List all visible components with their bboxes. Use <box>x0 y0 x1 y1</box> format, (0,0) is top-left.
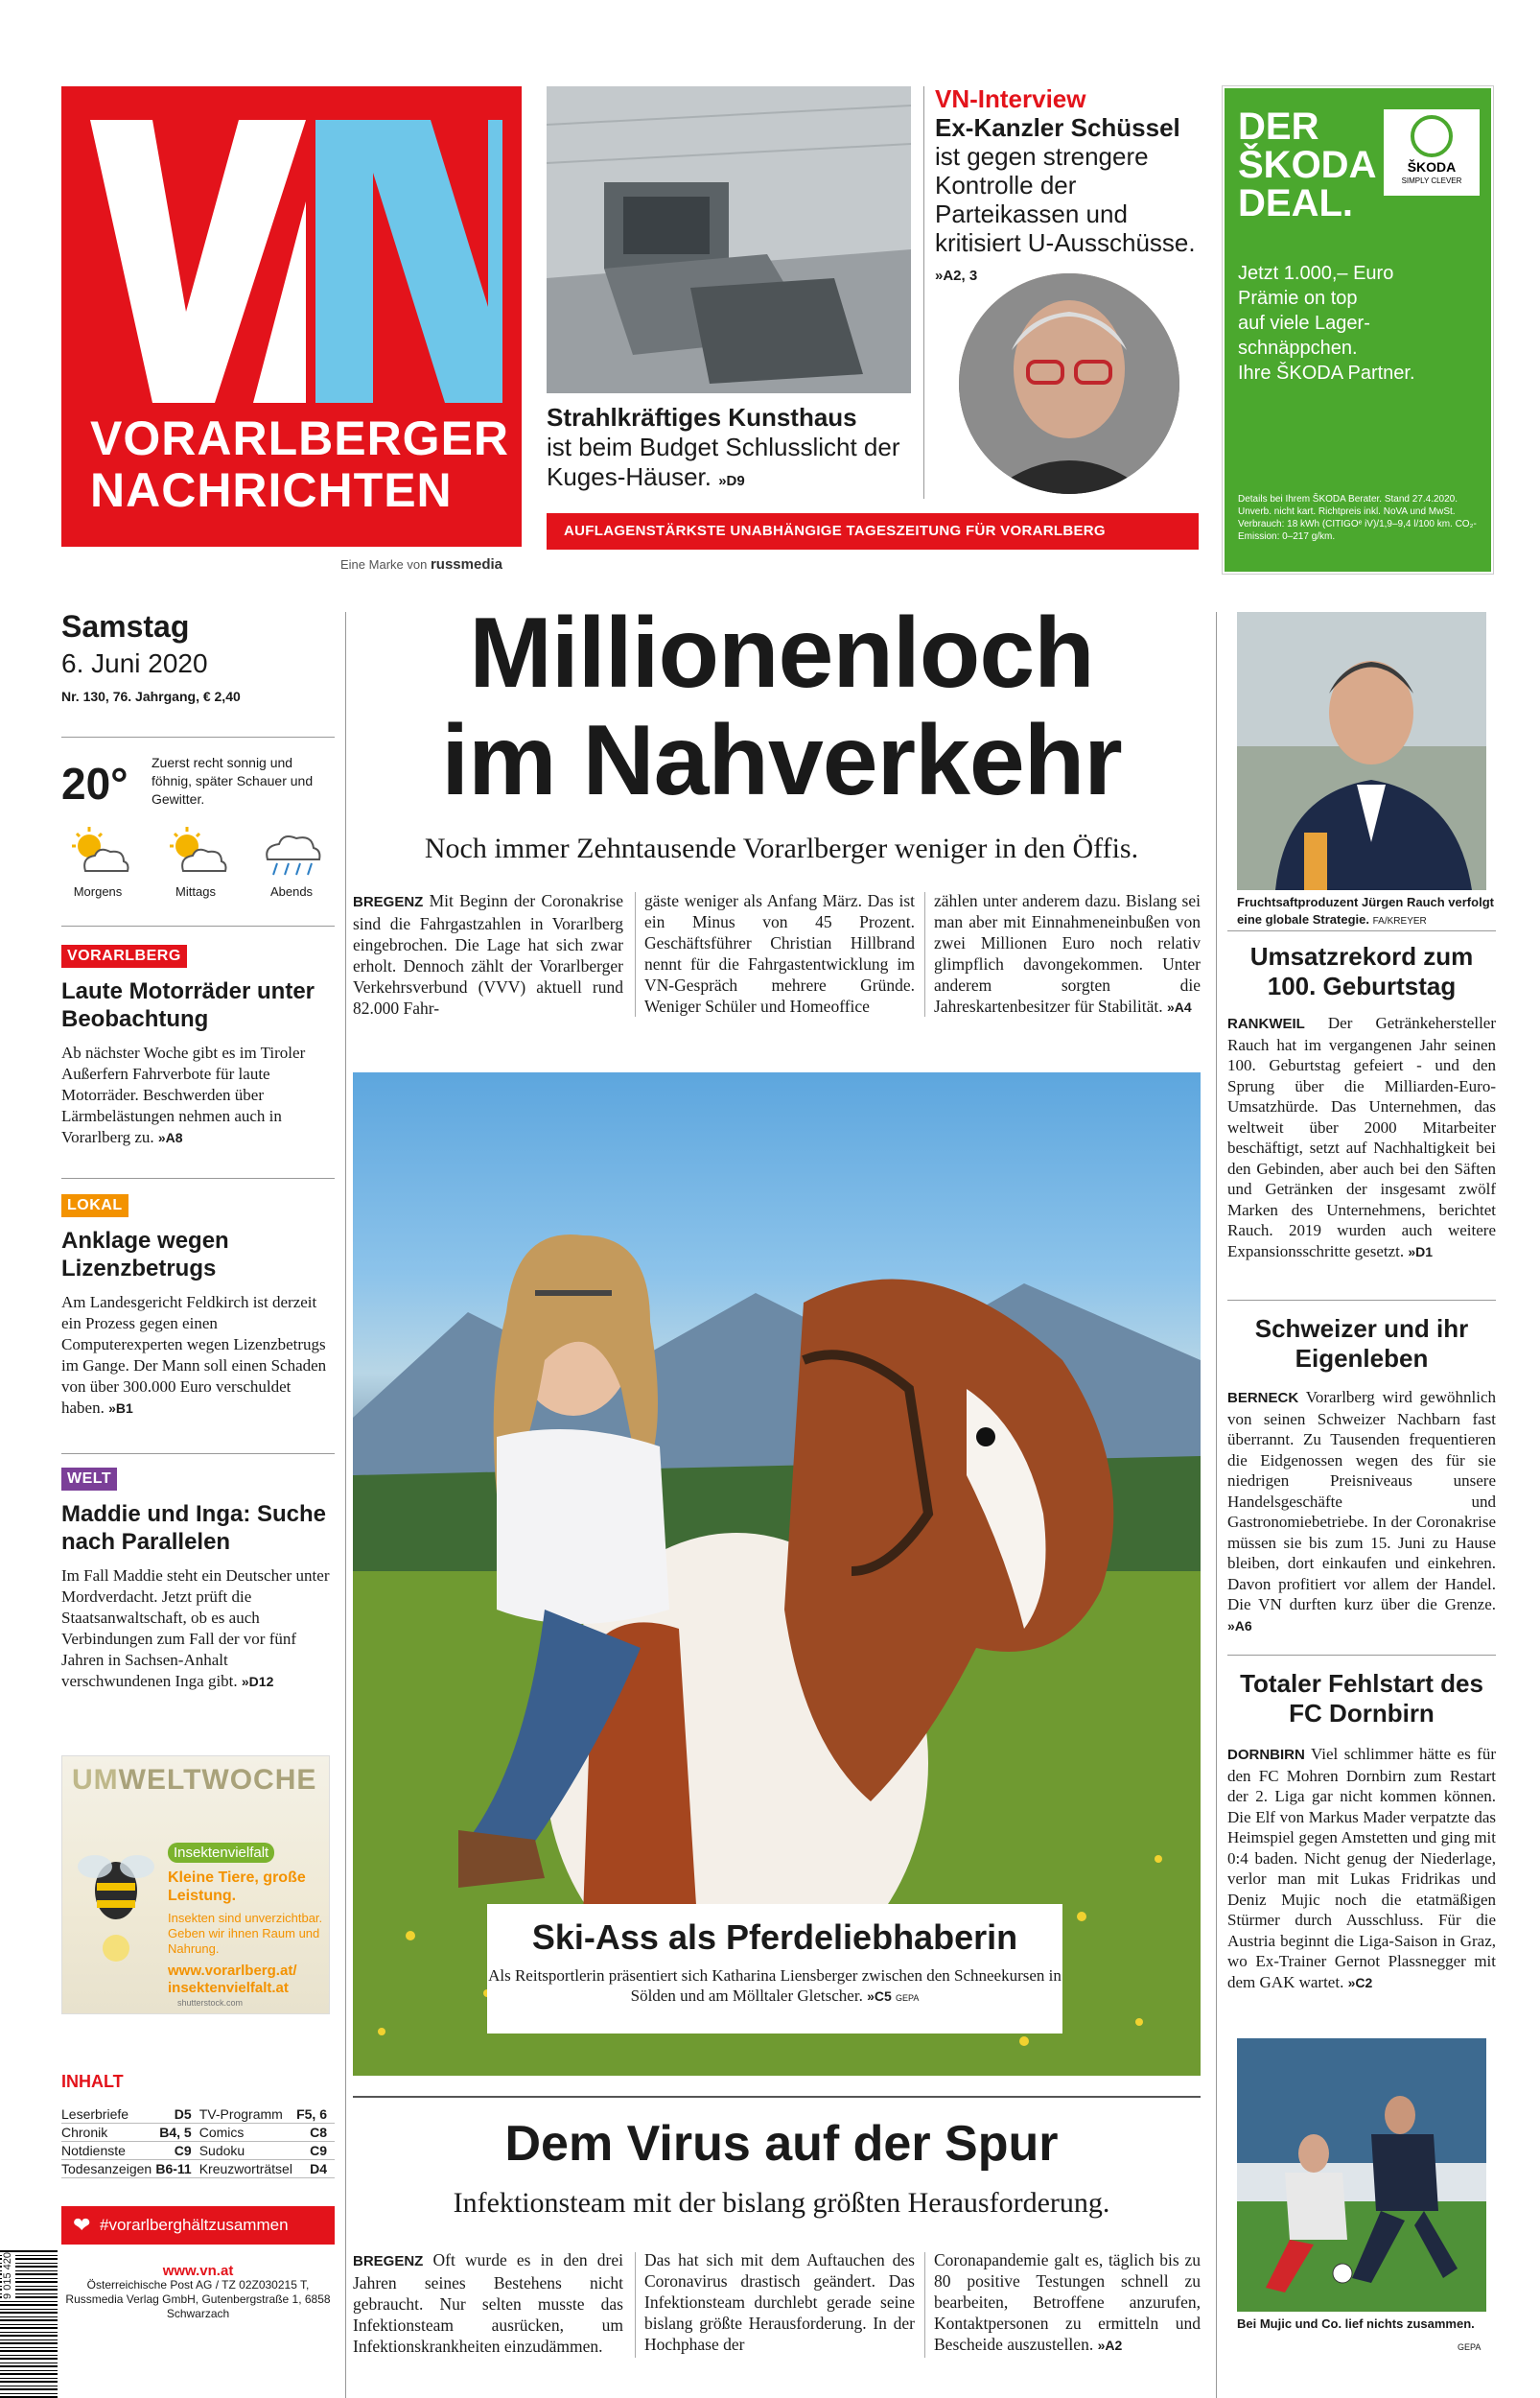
divider <box>61 926 335 927</box>
edition-date: 6. Juni 2020 <box>61 648 208 678</box>
kunsthaus-photo[interactable] <box>547 86 911 393</box>
umweltwoche-title <box>72 1764 316 1797</box>
umweltwoche-pill: Insektenvielfalt <box>168 1843 274 1863</box>
story-body-text: Im Fall Maddie steht ein Deutscher unter Mordverdacht. Jetzt prüft die Staatsanwaltschaft, ob es auch Verbindungen zum Fall der vor fünf Jahren in Sachsen-Anhalt verschwundenen Inga gibt. <box>61 1566 330 1690</box>
interview-ref: »A2, 3 <box>935 268 978 284</box>
toc-entry[interactable]: TV-Programm <box>199 2105 295 2124</box>
umweltwoche-slogan: Kleine Tiere, große Leistung. <box>168 1869 306 1904</box>
umweltwoche-title-a: UM <box>72 1764 119 1796</box>
lead-headline-line2: im Nahverkehr <box>441 705 1122 816</box>
story-body <box>61 1043 330 1148</box>
weather-noon-label: Mittags <box>175 884 216 899</box>
website-link[interactable]: www.vn.at <box>162 2263 234 2279</box>
weather-morning <box>59 825 136 899</box>
umweltwoche-link[interactable]: www.vorarlberg.at/ insektenvielfalt.at <box>168 1963 297 1996</box>
skoda-headline-3: DEAL. <box>1238 182 1353 224</box>
interview-text: ist gegen strengere Kontrolle der Parteikassen und kritisiert U-Ausschüsse. <box>935 142 1196 257</box>
table-row <box>61 2124 335 2142</box>
divider <box>1227 1655 1496 1656</box>
skoda-line: Jetzt 1.000,– Euro <box>1238 263 1394 284</box>
lead-column-2: gäste weniger als Anfang März. Das ist ein Minus von 45 Prozent. Geschäftsführer Christian Hillbrand nennt für die Fahrgastentwicklung im VN-Gespräch mehrere Gründe. Weniger Schüler und Homeoffice <box>644 891 915 1016</box>
skoda-logo-badge <box>1384 109 1480 196</box>
skoda-ad[interactable] <box>1223 86 1493 574</box>
toc-page: C9 <box>295 2142 335 2160</box>
rauch-caption <box>1237 894 1496 930</box>
virus-column-1 <box>353 2249 623 2357</box>
toc-entry[interactable]: Notdienste <box>61 2142 154 2160</box>
umweltwoche-ad[interactable] <box>61 1755 330 2014</box>
weather-noon <box>157 825 234 899</box>
lead-location: BREGENZ <box>353 894 424 910</box>
lead-column-1 <box>353 890 623 1019</box>
schweizer-location: BERNECK <box>1227 1390 1299 1406</box>
story-tag: WELT <box>61 1468 117 1491</box>
dornbirn-location: DORNBIRN <box>1227 1747 1305 1763</box>
rauch-story-text: Der Getränkehersteller Rauch hat im vergangenen Jahr seinen 100. Geburtstag gefeiert - und den Sprung über die Milliarden-Euro-Umsatzhürde. Das Unternehmen, das weltweit über 2000 Mitarbeiter beschäftigt, setzt auf Nachhaltigkeit bei den Gebinden, aber auch bei den Säften und Getränken der insgesamt zwölf Marken des Unternehmens, berichtet Rauch. 2019 wurden auch weitere Expansionsschritte gesetzt. <box>1227 1014 1497 1260</box>
story-welt[interactable] <box>61 1468 330 1692</box>
lead-headline[interactable] <box>364 600 1199 814</box>
story-body <box>61 1292 330 1419</box>
kunsthaus-teaser[interactable] <box>547 403 921 496</box>
sun-cloud-icon <box>162 825 229 879</box>
skoda-fine-print: Details bei Ihrem ŠKODA Berater. Stand 27.4.2020. Unverb. nicht kart. Richtpreis inkl. NoVA und MwSt. Verbrauch: 18 kWh (CITIGOᵉ iV)/1,9–9,4 l/100 km. CO₂-Emission: 0–217 g/km. <box>1238 494 1477 542</box>
edition-issue: Nr. 130, 76. Jahrgang, € 2,40 <box>61 689 241 704</box>
virus-column-2: Das hat sich mit dem Auftauchen des Coronavirus drastisch geändert. Das Infektionsteam durchlebt gerade seine bislang größte Herausforderung. In der Hochphase der <box>644 2250 915 2354</box>
schweizer-headline[interactable]: Schweizer und ihr Eigenleben <box>1254 1314 1469 1373</box>
skoda-headline-1: DER <box>1238 106 1319 148</box>
divider <box>61 1178 335 1179</box>
fussball-photo[interactable] <box>1237 2038 1486 2312</box>
story-ref: »D12 <box>241 1674 274 1689</box>
virus-subheadline: Infektionsteam mit der bislang größten Herausforderung. <box>453 2187 1110 2219</box>
story-lokal[interactable] <box>61 1194 330 1419</box>
schweizer-ref: »A6 <box>1227 1617 1252 1634</box>
dornbirn-ref: »C2 <box>1347 1974 1373 1990</box>
photo-caption-ref: »C5 <box>867 1988 892 2004</box>
rauch-story-body <box>1227 1013 1496 1262</box>
toc-page: C8 <box>295 2124 335 2142</box>
logo-brand-line1: VORARLBERGER <box>90 411 510 465</box>
toc-entry[interactable]: Comics <box>199 2124 295 2142</box>
table-row <box>61 2105 335 2124</box>
virus-col1-text: Oft wurde es in den drei Jahren seines Bestehens nicht gebraucht. Nur selten musste das Infektionsteam ausrücken, um Infektionskrankheiten einzudämmen. <box>353 2250 623 2356</box>
edition-day: Samstag <box>61 609 190 644</box>
schuessel-portrait-image <box>959 273 1179 494</box>
vn-logo[interactable] <box>61 86 522 547</box>
imprint-text: Österreichische Post AG / TZ 02Z030215 T, Russmedia Verlag GmbH, Gutenbergstraße 1, 6858 Schwarzach <box>65 2278 331 2320</box>
divider <box>353 2096 1201 2098</box>
kunsthaus-photo-image <box>547 86 911 393</box>
photo-credit: GEPA <box>896 1993 920 2003</box>
dornbirn-story-body <box>1227 1744 1496 1993</box>
toc-page: C9 <box>154 2142 199 2160</box>
rauch-credit: FA/KREYER <box>1372 916 1427 927</box>
kunsthaus-ref: »D9 <box>718 473 745 489</box>
table-of-contents <box>61 2072 335 2178</box>
interview-title: Ex-Kanzler Schüssel <box>935 113 1180 142</box>
tagline-banner: AUFLAGENSTÄRKSTE UNABHÄNGIGE TAGESZEITUNG FÜR VORARLBERG <box>547 513 1199 550</box>
umweltwoche-content <box>168 1843 326 1997</box>
lead-col3-text: zählen unter anderem dazu. Bislang sei man aber mit Einnahmeneinbußen von zwei Millionen Euro noch relativ glimpflich davongekommen. Unter anderem sorgten die Jahreskartenbesitzer für Stabilität. <box>934 891 1201 1016</box>
umweltwoche-title-b: WELTWOCHE <box>118 1764 317 1796</box>
bee-icon <box>68 1823 164 1967</box>
imprint <box>61 2264 335 2321</box>
dornbirn-headline[interactable]: Totaler Fehlstart des FC Dornbirn <box>1240 1669 1483 1728</box>
lead-col1-text: Mit Beginn der Coronakrise sind die Fahrgastzahlen in Vorarlberg eingebrochen. Die Lage hat sich zwar erholt. Dennoch zählt der Vorarlberger Verkehrsverbund (VVV) aktuell rund 82.000 Fahr- <box>353 891 623 1018</box>
fussball-photo-image <box>1237 2038 1486 2312</box>
toc-entry[interactable]: Leserbriefe <box>61 2105 154 2124</box>
photo-caption-body: Als Reitsportlerin präsentiert sich Katharina Liensberger zwischen den Schneekursen in Sölden und am Mölltaler Gletscher. <box>488 1966 1062 2005</box>
rain-cloud-icon <box>258 825 325 879</box>
story-body <box>61 1565 330 1692</box>
photo-caption-title: Ski-Ass als Pferdeliebhaberin <box>531 1917 1018 1957</box>
skoda-brand: ŠKODA <box>1407 159 1457 175</box>
photo-caption-text <box>487 1965 1062 2009</box>
rauch-photo[interactable] <box>1237 612 1486 890</box>
table-row <box>61 2160 335 2178</box>
toc-page: D5 <box>154 2105 199 2124</box>
column-divider <box>924 892 925 1017</box>
toc-entry[interactable]: Sudoku <box>199 2142 295 2160</box>
weather-forecast-text: Zuerst recht sonnig und föhnig, später Schauer und Gewitter. <box>152 755 314 807</box>
rauch-photo-image <box>1237 612 1486 890</box>
toc-entry[interactable]: Todesanzeigen <box>61 2160 154 2178</box>
skoda-line: auf viele Lager- <box>1238 313 1370 334</box>
virus-column-3 <box>934 2249 1201 2356</box>
divider <box>61 737 335 738</box>
skoda-logo-icon <box>1411 115 1453 157</box>
divider <box>1227 930 1496 931</box>
story-tag: VORARLBERG <box>61 945 187 968</box>
virus-headline[interactable]: Dem Virus auf der Spur <box>504 2116 1059 2172</box>
toc-page: F5, 6 <box>295 2105 335 2124</box>
column-divider <box>924 2252 925 2358</box>
divider <box>1227 1300 1496 1301</box>
column-divider <box>345 612 346 2398</box>
lead-column-3 <box>934 890 1201 1018</box>
kunsthaus-title: Strahlkräftiges Kunsthaus <box>547 403 857 432</box>
lead-subheadline: Noch immer Zehntausende Vorarlberger weniger in den Öffis. <box>424 833 1139 864</box>
story-tag: LOKAL <box>61 1194 128 1217</box>
divider <box>61 1453 335 1454</box>
kunsthaus-text-body: ist beim Budget Schlusslicht der Kuges-Häuser. <box>547 433 900 491</box>
photo-caption[interactable] <box>487 1904 1062 2034</box>
lead-ref: »A4 <box>1166 999 1192 1015</box>
dornbirn-story-text: Viel schlimmer hätte es für den FC Mohren Dornbirn zum Restart der 2. Liga gar nicht kommen können. Die Elf von Markus Mader verpatzte das Heimspiel gegen Amstetten und ging mit 0:4 baden. Nicht genug der Niederlage, verlor man mit Lukas Fridrikas und Deniz Mujic noch die etatmäßigen Stürmer durch Ausschluss. Für die Austria beginnt die Liga-Saison in Graz, wo Ex-Trainer Gernot Plassnegger mit dem GAK wartet. <box>1227 1745 1496 1991</box>
heart-icon: ❤ <box>73 2213 91 2237</box>
toc-entry[interactable]: Chronik <box>61 2124 154 2142</box>
story-body-text: Ab nächster Woche gibt es im Tiroler Außerfern Fahrverbote für laute Motorräder. Beschwerden über Lärmbelästungen nehmen auch in Vorarlberg zu. <box>61 1044 306 1146</box>
vn-logo-letters-icon <box>61 86 522 403</box>
schuessel-portrait[interactable] <box>959 273 1179 494</box>
interview-teaser[interactable] <box>935 84 1203 291</box>
publisher-brand: russmedia <box>430 556 502 573</box>
fussball-credit: GEPA <box>1458 2342 1482 2352</box>
story-title: Laute Motorräder unter Beobachtung <box>61 978 315 1032</box>
lead-headline-line1: Millionenloch <box>469 598 1094 709</box>
temperature: 20° <box>61 759 128 809</box>
publisher-note <box>340 556 502 573</box>
schweizer-story-text: Vorarlberg wird gewöhnlich von seinen Schweizer Nachbarn fast überrannt. Zu Tausenden frequentieren die Eidgenossen wegen des für sie niedrigen Preisniveaus unsere Handelsgeschäfte und Gastronomiebetriebe. In der Coronakrise müssen sie bis zum 15. Juni zu Hause bleiben, dort einkaufen und einkehren. Davon profitiert vor allem der Handel. Die VN durften kurz über die Grenze. <box>1227 1388 1496 1613</box>
hashtag-banner[interactable] <box>61 2206 335 2245</box>
schweizer-story-body <box>1227 1387 1496 1636</box>
virus-ref: »A2 <box>1097 2338 1123 2353</box>
umweltwoche-text: Insekten sind unverzichtbar. Geben wir ihnen Raum und Nahrung. <box>168 1911 323 1956</box>
skoda-line: Prämie on top <box>1238 288 1358 309</box>
virus-location: BREGENZ <box>353 2253 424 2269</box>
weather-evening-label: Abends <box>269 884 314 899</box>
story-body-text: Am Landesgericht Feldkirch ist derzeit ein Prozess gegen einen Computerexperten wegen Lizenzbetrugs im Gange. Der Mann soll einen Schaden von über 300.000 Euro verschuldet haben. <box>61 1293 327 1417</box>
weather-evening <box>253 825 330 899</box>
toc-entry[interactable]: Kreuzworträtsel <box>199 2160 295 2178</box>
hashtag-text: #vorarlberghältzusammen <box>100 2216 289 2234</box>
rauch-ref: »D1 <box>1408 1243 1434 1259</box>
column-divider <box>635 2252 636 2358</box>
toc-page: B6-11 <box>154 2160 199 2178</box>
story-title: Anklage wegen Lizenzbetrugs <box>61 1228 229 1281</box>
fussball-caption: Bei Mujic und Co. lief nichts zusammen. <box>1237 2316 1475 2331</box>
table-row <box>61 2142 335 2160</box>
column-divider <box>923 86 924 499</box>
interview-kicker: VN-Interview <box>935 84 1086 113</box>
column-divider <box>635 892 636 1017</box>
story-title: Maddie und Inga: Suche nach Parallelen <box>61 1501 327 1555</box>
barcode-number: 9 015 420 <box>2 2252 13 2299</box>
rauch-headline[interactable]: Umsatzrekord zum 100. Geburtstag <box>1249 942 1474 1000</box>
logo-brand-name <box>90 412 509 516</box>
weather-morning-label: Morgens <box>73 884 123 899</box>
umweltwoche-credit: shutterstock.com <box>177 1998 244 2008</box>
publisher-note-label: Eine Marke von <box>340 557 428 572</box>
skoda-line: Ihre ŠKODA Partner. <box>1238 363 1415 384</box>
story-vorarlberg[interactable] <box>61 945 330 1148</box>
sun-cloud-icon <box>64 825 131 879</box>
logo-brand-line2: NACHRICHTEN <box>90 463 453 517</box>
skoda-ad-body <box>1238 261 1415 386</box>
column-divider <box>1216 612 1217 2398</box>
skoda-headline-2: ŠKODA <box>1238 144 1377 186</box>
rauch-caption-text: Fruchtsaftproduzent Jürgen Rauch verfolgt eine globale Strategie. <box>1237 895 1494 927</box>
skoda-line: schnäppchen. <box>1238 338 1358 359</box>
edition-info <box>61 609 320 704</box>
story-ref: »A8 <box>157 1130 183 1145</box>
toc-page: D4 <box>295 2160 335 2178</box>
skoda-slogan: SIMPLY CLEVER <box>1401 176 1462 185</box>
toc-table <box>61 2105 335 2178</box>
toc-page: B4, 5 <box>154 2124 199 2142</box>
toc-heading: INHALT <box>61 2072 124 2091</box>
skoda-ad-headline <box>1238 107 1376 223</box>
story-ref: »B1 <box>108 1400 133 1416</box>
rauch-location: RANKWEIL <box>1227 1016 1305 1032</box>
virus-col3-text: Coronapandemie galt es, täglich bis zu 80 positive Testungen schnell zu bearbeiten, Betroffene anzurufen, Kontaktpersonen zu ermitteln und Bescheide auszustellen. <box>934 2250 1201 2354</box>
